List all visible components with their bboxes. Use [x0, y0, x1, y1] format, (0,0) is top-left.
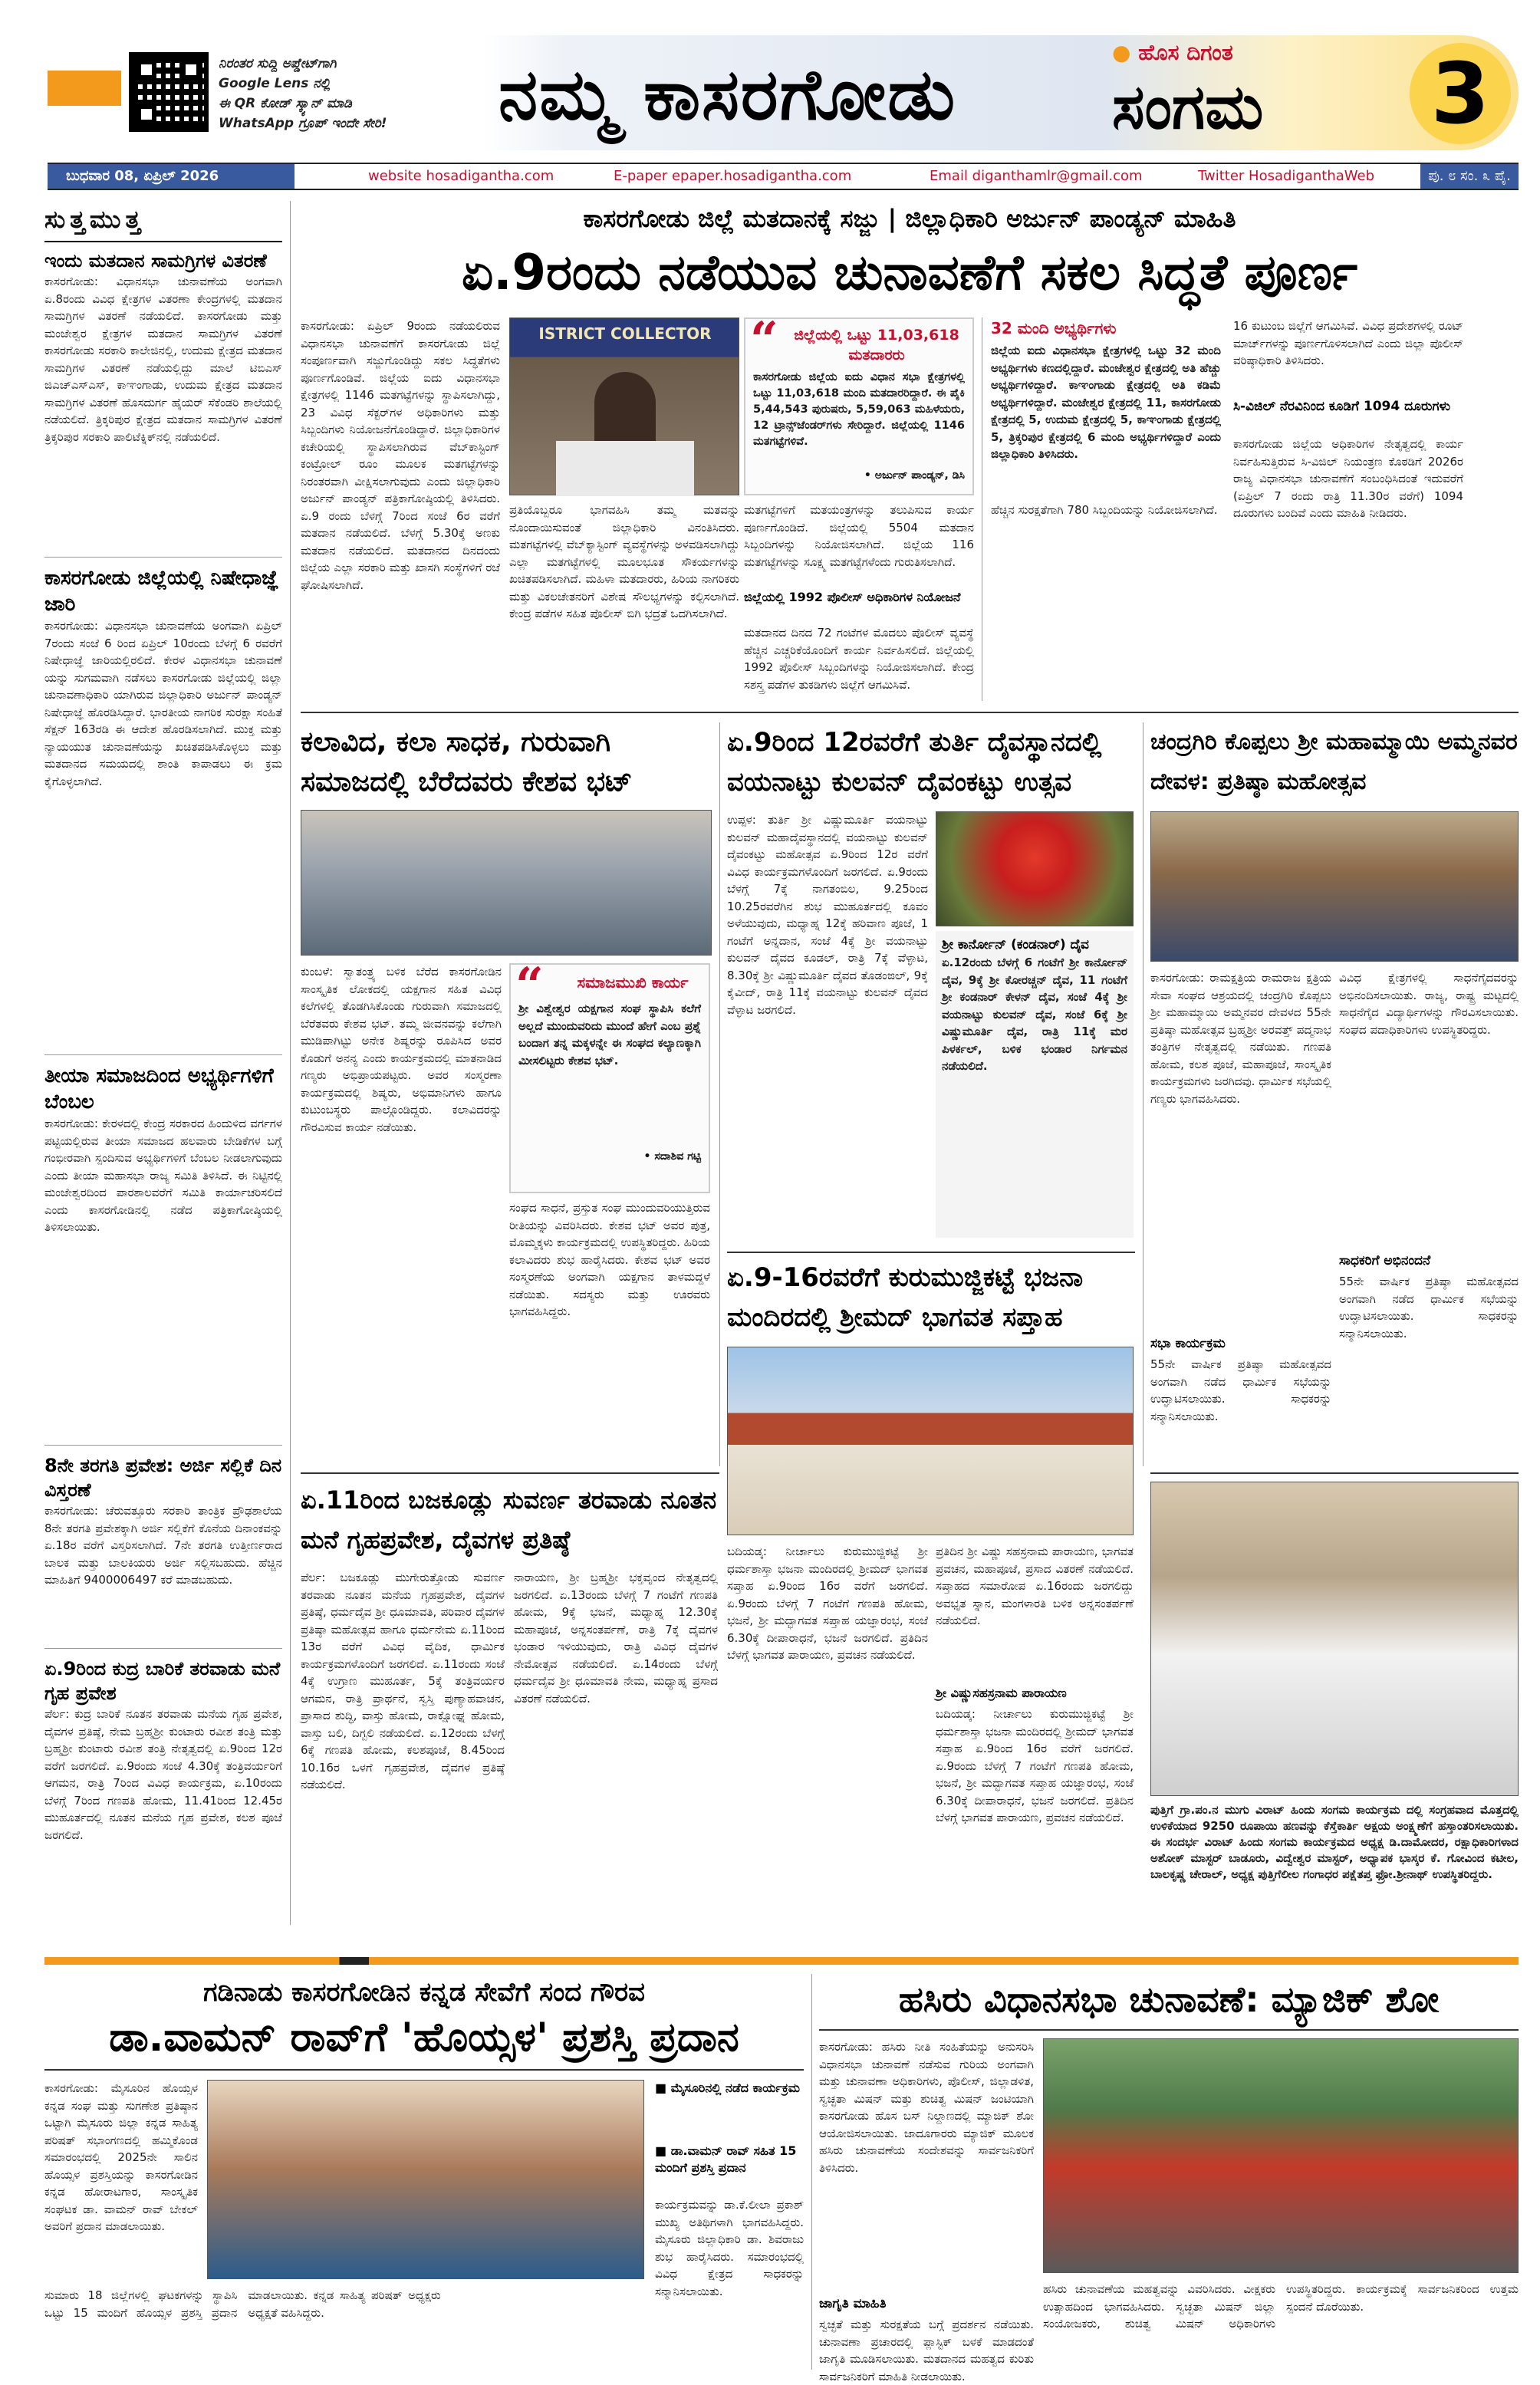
- sidebar: [44, 201, 282, 1925]
- qr-line-1: ನಿರಂತರ ಸುದ್ದಿ ಅಪ್ಡೇಟ್‌ಗಾಗಿ: [219, 56, 337, 71]
- brief-body: ಪೆರ್ಲ: ಕುದ್ರ ಬಾರಿಕೆ ನೂತನ ತರವಾಡು ಮನೆಯ ಗೃಹ ಪ್ರವೇಶ, ದೈವಗಳ ಪ್ರತಿಷ್ಠೆ, ನೇಮ ಬ್ರಹ್ಮಶ್ರೀ ಕುಂಟಾರು ರವೀಶ ತಂತ್ರಿ ಮತ್ತು ಬ್ರಹ್ಮಶ್ರೀ ಕುಂಟಾರು ರವೀಶ ತಂತ್ರಿ ನೇತೃತ್ವದಲ್ಲಿ ಏ.9ರಿಂದ 12ರ ವರೆಗೆ ಜರಗಲಿದೆ. ಏ.9ರಂದು ಸಂಜೆ 4.30ಕ್ಕೆ ತಂತ್ರಿವರ್ಯರಿಗೆ ಆಗಮನ, ರಾತ್ರಿ 7ರಿಂದ ವಿವಿಧ ಕಾರ್ಯಕ್ರಮ, ಏ.10ರಂದು ಬೆಳಗ್ಗೆ 7ರಿಂದ ಗಣಪತಿ ಹೋಮ, 11.41ರಿಂದ 12.45ರ ಮುಹೂರ್ತದಲ್ಲಿ ನೂತನ ಮನೆಯ ಗೃಹ ಪ್ರವೇಶ, ಕಲಶ ಪೂಜೆ ಜರಗಲಿದೆ.: [44, 1707, 282, 1842]
- divider-bajakudlu: [301, 1472, 719, 1474]
- magic-body-2: ಸ್ವಚ್ಛತೆ ಮತ್ತು ಸುರಕ್ಷತೆಯ ಬಗ್ಗೆ ಪ್ರದರ್ಶನ ನಡೆಯಿತು. ಚುನಾವಣಾ ಪ್ರಚಾರದಲ್ಲಿ ಪ್ಲಾಸ್ಟಿಕ್ ಬಳಕೆ ಮಾಡದಂತೆ ಜಾಗೃತಿ ಮೂಡಿಸಲಾಯಿತು. ಮತದಾನದ ಮಹತ್ವದ ಕುರಿತು ಸಾರ್ವಜನಿಕರಿಗೆ ಮಾಹಿತಿ ನೀಡಲಾಯಿತು.: [819, 2318, 1034, 2383]
- collector-photo: ISTRICT COLLECTOR: [509, 317, 739, 495]
- theyyam-caption: [936, 931, 1134, 1238]
- page-number: 3: [1430, 44, 1490, 143]
- vamana-headline: ಡಾ.ವಾಮನ್ ರಾವ್‌ಗೆ 'ಹೊಯ್ಸಳ' ಪ್ರಶಸ್ತಿ ಪ್ರದಾನ: [44, 2011, 804, 2071]
- vamana-body: ಕಾಸರಗೋಡು: ಮೈಸೂರಿನ ಹೊಯ್ಸಳ ಕನ್ನಡ ಸಂಘ ಮತ್ತು ಸುಗಣೇಶ ಪ್ರತಿಷ್ಠಾನ ಒಟ್ಟಾಗಿ ಮೈಸೂರು ಜಿಲ್ಲಾ ಕನ್ನಡ ಸಾಹಿತ್ಯ ಪರಿಷತ್ ಸಭಾಂಗಣದಲ್ಲಿ ಹಮ್ಮಿಕೊಂಡ ಸಮಾರಂಭದಲ್ಲಿ 2025ನೇ ಸಾಲಿನ ಹೊಯ್ಸಳ ಪ್ರಶಸ್ತಿಯನ್ನು ಕಾಸರಗೋಡಿನ ಕನ್ನಡ ಹೋರಾಟಗಾರ, ಸಾಂಸ್ಕೃತಿಕ ಸಂಘಟಕ ಡಾ. ವಾಮನ್ ರಾವ್ ಬೇಕಲ್ ಅವರಿಗೆ ಪ್ರದಾನ ಮಾಡಲಾಯಿತು.: [44, 2081, 198, 2233]
- chandragiri-body-4: 55ನೇ ವಾರ್ಷಿಕ ಪ್ರತಿಷ್ಠಾ ಮಹೋತ್ಸವದ ಅಂಗವಾಗಿ ನಡೆದ ಧಾರ್ಮಿಕ ಸಭೆಯನ್ನು ಉದ್ಘಾಟಿಸಲಾಯಿತು. ಸಾಧಕರನ್ನು ಸನ್ಮಾನಿಸಲಾಯಿತು.: [1339, 1275, 1519, 1341]
- brief-title: ಕಾಸರಗೋಡು ಜಿಲ್ಲೆಯಲ್ಲಿ ನಿಷೇಧಾಜ್ಞೆ ಜಾರಿ: [44, 567, 279, 616]
- brand-small: [1112, 40, 1233, 66]
- voters-box-body: ಕಾಸರಗೋಡು ಜಿಲ್ಲೆಯ ಐದು ವಿಧಾನ ಸಭಾ ಕ್ಷೇತ್ರಗಳಲ್ಲಿ ಒಟ್ಟು 11,03,618 ಮಂದಿ ಮತದಾರರಿದ್ದಾರೆ. ಈ ಪೈಕಿ 5,44,543 ಪುರುಷರು, 5,59,063 ಮಹಿಳೆಯರು, 12 ಟ್ರಾನ್ಸ್‌ಜೆಂಡರ್‌ಗಳು ಸೇರಿದ್ದಾರೆ. ಜಿಲ್ಲೆಯಲ್ಲಿ 1146 ಮತಗಟ್ಟೆಗಳಿವೆ.: [753, 371, 965, 448]
- page-ref-text: ಪು. ೮ ಸಂ. ೩ ಪೈ.: [1428, 168, 1511, 184]
- bhajana-mandira-photo: [727, 1347, 1134, 1535]
- award-photo: [207, 2080, 644, 2279]
- vamana-side-item-1: [655, 2080, 804, 2097]
- kurumujikatte-body: ಬದಿಯಡ್ಕ: ನೀರ್ಚಾಲು ಕುರುಮುಜ್ಜಿಕಟ್ಟೆ ಶ್ರೀ ಧರ್ಮಶಾಸ್ತಾ ಭಜನಾ ಮಂದಿರದಲ್ಲಿ ಶ್ರೀಮದ್ ಭಾಗವತ ಸಪ್ತಾಹ ಏ.9ರಿಂದ 16ರ ವರೆಗೆ ಜರಗಲಿದೆ. ಏ.9ರಂದು ಬೆಳಗ್ಗೆ 7 ಗಂಟೆಗೆ ಗಣಪತಿ ಹೋಮ, ಭಜನೆ, ಶ್ರೀ ಮದ್ಭಾಗವತ ಸಪ್ತಾಹ ಯಜ್ಞಾರಂಭ, ಸಂಜೆ 6.30ಕ್ಕೆ ದೀಪಾರಾಧನೆ, ಭಜನೆ ಜರಗಲಿದೆ. ಪ್ರತಿದಿನ ಬೆಳಗ್ಗೆ ಭಾಗವತ ಪಾರಾಯಣ, ಪ್ರವಚನ ನಡೆಯಲಿದೆ.: [727, 1544, 928, 1662]
- keshava-headline: ಕಲಾವಿದ, ಕಲಾ ಸಾಧಕ, ಗುರುವಾಗಿ ಸಮಾಜದಲ್ಲಿ ಬೆರೆದವರು ಕೇಶವ ಭಟ್: [301, 726, 633, 798]
- magic-show-photo: [1043, 2038, 1519, 2273]
- sidebar-logo: ಸುತ್ತಮುತ್ತ: [44, 201, 282, 242]
- voters-box-title: ಜಿಲ್ಲೆಯಲ್ಲಿ ಒಟ್ಟು 11,03,618 ಮತದಾರರು: [794, 327, 959, 364]
- chandragiri-photo: [1150, 811, 1519, 962]
- turthi-story: [727, 722, 1135, 1244]
- brief-2: [44, 565, 282, 1047]
- chandragiri-body: ಕಾಸರಗೋಡು: ರಾಮಕ್ಷತ್ರಿಯ ರಾಮರಾಜ ಕ್ಷತ್ರಿಯ ಸೇವಾ ಸಂಘದ ಆಶ್ರಯದಲ್ಲಿ ಚಂದ್ರಗಿರಿ ಕೊಪ್ಪಲು ಶ್ರೀ ಮಹಾಮ್ಮಾಯಿ ಅಮ್ಮನವರ ದೇವಳದ 55ನೇ ಪ್ರತಿಷ್ಠಾ ಮಹೋತ್ಸವ ಬ್ರಹ್ಮಶ್ರೀ ಅರವತ್ತ್ ಪದ್ಮನಾಭ ತಂತ್ರಿಗಳ ನೇತೃತ್ವದಲ್ಲಿ ನಡೆಯಿತು. ಗಣಪತಿ ಹೋಮ, ಕಲಶ ಪೂಜೆ, ಮಹಾಪೂಜೆ, ಸಾಂಸ್ಕೃತಿಕ ಕಾರ್ಯಕ್ರಮಗಳು ಜರಗಿದವು. ಧಾರ್ಮಿಕ ಸಭೆಯಲ್ಲಿ ಗಣ್ಯರು ಭಾಗವಹಿಸಿದರು.: [1150, 971, 1331, 1106]
- magic-body: ಕಾಸರಗೋಡು: ಹಸಿರು ನೀತಿ ಸಂಹಿತೆಯನ್ನು ಅನುಸರಿಸಿ ವಿಧಾನಸಭಾ ಚುನಾವಣೆ ನಡೆಸುವ ಗುರಿಯ ಅಂಗವಾಗಿ ಮತ್ತು ಚುನಾವಣಾ ಅಧಿಕಾರಿಗಳು, ಪೊಲೀಸ್, ಜಿಲ್ಲಾಡಳಿತ, ಸ್ವಚ್ಛತಾ ಮಿಷನ್ ಮತ್ತು ಶುಚಿತ್ವ ಮಿಷನ್ ಜಂಟಿಯಾಗಿ ಕಾಸರಗೋಡು ಹೊಸ ಬಸ್ ನಿಲ್ದಾಣದಲ್ಲಿ ಮ್ಯಾಜಿಕ್ ಶೋ ಆಯೋಜಿಸಲಾಯಿತು. ಜಾದೂಗಾರರು ಮ್ಯಾಜಿಕ್ ಮೂಲಕ ಹಸಿರು ಚುನಾವಣೆಯ ಸಂದೇಶವನ್ನು ಸಾರ್ವಜನಿಕರಿಗೆ ತಿಳಿಸಿದರು.: [819, 2040, 1034, 2175]
- brief-body: ಕಾಸರಗೋಡು: ಚೆರುವತ್ತೂರು ಸರಕಾರಿ ತಾಂತ್ರಿಕ ಪ್ರೌಢಶಾಲೆಯ 8ನೇ ತರಗತಿ ಪ್ರವೇಶಕ್ಕಾಗಿ ಅರ್ಜಿ ಸಲ್ಲಿಕೆಗೆ ಕೊನೆಯ ದಿನಾಂಕವನ್ನು ಏ.18ರ ವರೆಗೆ ವಿಸ್ತರಿಸಲಾಗಿದೆ. 7ನೇ ತರಗತಿ ಉತ್ತೀರ್ಣರಾದ ಬಾಲಕ ಮತ್ತು ಬಾಲಕಿಯರು ಅರ್ಜಿ ಸಲ್ಲಿಸಬಹುದು. ಹೆಚ್ಚಿನ ಮಾಹಿತಿಗೆ 9400006497 ಕರೆ ಮಾಡಬಹುದು.: [44, 1504, 282, 1587]
- brief-body: ಕಾಸರಗೋಡು: ವಿಧಾನಸಭಾ ಚುನಾವಣೆಯ ಅಂಗವಾಗಿ ಏ.8ರಂದು ವಿವಿಧ ಕ್ಷೇತ್ರಗಳ ವಿತರಣಾ ಕೇಂದ್ರಗಳಲ್ಲಿ ಮತದಾನ ಸಾಮಗ್ರಿಗಳ ವಿತರಣೆ ನಡೆಯಲಿದೆ. ಕಾಸರಗೋಡು ಮತ್ತು ಮಂಜೇಶ್ವರ ಕ್ಷೇತ್ರಗಳ ಮತದಾನ ಸಾಮಗ್ರಿಗಳ ವಿತರಣೆ ಕಾಸರಗೋಡು ಸರಕಾರಿ ಕಾಲೇಜಿನಲ್ಲಿ, ಉದುಮ ಕ್ಷೇತ್ರದ ಮತದಾನ ಸಾಮಗ್ರಿಗಳ ವಿತರಣೆ ನಡೆಯಲ್ಲಿದ್ದು ಮಾಲೆ ಟಿಬಿಎಸ್ ಜಿಎಚ್‌ಎಸ್‌ಎಸ್, ಕಾಞಂಗಾಡು, ಉದುಮ ಕ್ಷೇತ್ರದ ಮತದಾನ ಸಾಮಗ್ರಿಗಳ ವಿತರಣೆ ಹೊಸದುರ್ಗ ಹೈಯರ್ ಸೆಕೆಂಡರಿ ಶಾಲೆಯಲ್ಲಿ ನಡೆಯಲಿದೆ. ತ್ರಿಕ್ಕರಿಪುರ ಕ್ಷೇತ್ರದ ಮತದಾನ ಸಾಮಗ್ರಿಗಳ ವಿತರಣೆ ತ್ರಿಕ್ಕರಿಪುರ ಸರಕಾರಿ ಪಾಲಿಟೆಕ್ನಿಕ್‌ನಲ್ಲಿ ನಡೆಯಲಿದೆ.: [44, 275, 282, 444]
- page-ref: [1420, 164, 1519, 189]
- quote-mark-icon: “: [750, 311, 778, 369]
- magic-subhead: ಜಾಗೃತಿ ಮಾಹಿತಿ: [819, 2296, 887, 2311]
- qr-instructions: [219, 54, 487, 133]
- lead-col-2: ಪ್ರತಿಯೊಬ್ಬರೂ ಭಾಗವಹಿಸಿ ತಮ್ಮ ಮತವನ್ನು ನೊಂದಾಯಿಸುವಂತೆ ಜಿಲ್ಲಾಧಿಕಾರಿ ವಿನಂತಿಸಿದರು. ಮತಗಟ್ಟೆಗಳಲ್ಲಿ ವೆಬ್‌ಕ್ಯಾಸ್ಟಿಂಗ್ ವ್ಯವಸ್ಥೆಗಳನ್ನು ಅಳವಡಿಸಲಾಗಿದ್ದು ಎಲ್ಲಾ ಮತಗಟ್ಟೆಗಳಲ್ಲಿ ಮೂಲಭೂತ ಸೌಕರ್ಯಗಳನ್ನು ಖಚಿತಪಡಿಸಲಾಗಿದೆ. ಮಹಿಳಾ ಮತದಾರರು, ಹಿರಿಯ ನಾಗರಿಕರು ಮತ್ತು ವಿಕಲಚೇತನರಿಗೆ ವಿಶೇಷ ಸೌಲಭ್ಯಗಳನ್ನು ಕಲ್ಪಿಸಲಾಗಿದೆ. ಕೇಂದ್ರ ಪಡೆಗಳ ಸಹಿತ ಪೊಲೀಸ್ ಬಿಗಿ ಭದ್ರತೆ ಒದಗಿಸಲಾಗಿದೆ.: [509, 503, 739, 620]
- lead-col-3b: ಮತದಾನದ ದಿನದ 72 ಗಂಟೆಗಳ ಮೊದಲು ಪೊಲೀಸ್ ವ್ಯವಸ್ಥೆ ಹೆಚ್ಚಿನ ಎಚ್ಚರಿಕೆಯೊಂದಿಗೆ ಕಾರ್ಯ ನಿರ್ವಹಿಸಲಿದೆ. ಜಿಲ್ಲೆಯಲ್ಲಿ 1992 ಪೊಲೀಸ್ ಸಿಬ್ಬಂದಿಗಳನ್ನು ನಿಯೋಜಿಸಲಾಗಿದೆ. ಕೇಂದ್ರ ಸಶಸ್ತ್ರ ಪಡೆಗಳ ತುಕಡಿಗಳು ಜಿಲ್ಲೆಗೆ ಆಗಮಿಸಿವೆ.: [744, 626, 974, 692]
- bullet-icon: ■: [655, 2143, 671, 2158]
- vamana-sidebar-2: [655, 2143, 804, 2189]
- voters-box: [744, 311, 974, 495]
- date-box: [48, 164, 295, 189]
- orange-tab: [48, 71, 121, 106]
- bajakudlu-body-2: ನಾರಾಯಣ, ಶ್ರೀ ಬ್ರಹ್ಮಶ್ರೀ ಭಕ್ತವೃಂದ ನೇತೃತ್ವದಲ್ಲಿ ಜರಗಲಿದೆ. ಏ.13ರಂದು ಬೆಳಗ್ಗೆ 7 ಗಂಟೆಗೆ ಗಣಪತಿ ಹೋಮ, 9ಕ್ಕೆ ಭಜನೆ, ಮಧ್ಯಾಹ್ನ 12.30ಕ್ಕೆ ಮಹಾಪೂಜೆ, ಅನ್ನಸಂತರ್ಪಣೆ, ರಾತ್ರಿ 7ಕ್ಕೆ ದೈವಗಳ ಭಂಡಾರ ಇಳಿಯುವುದು, ರಾತ್ರಿ ವಿವಿಧ ದೈವಗಳ ನೇಮೋತ್ಸವ ನಡೆಯಲಿದೆ. ಏ.14ರಂದು ಬೆಳಗ್ಗೆ ಧರ್ಮದೈವ ಶ್ರೀ ಧೂಮಾವತಿ ನೇಮ, ಮಧ್ಯಾಹ್ನ ಪ್ರಸಾದ ವಿತರಣೆ ನಡೆಯಲಿದೆ.: [514, 1571, 718, 1706]
- brief-body: ಕಾಸರಗೋಡು: ವಿಧಾನಸಭಾ ಚುನಾವಣೆಯ ಅಂಗವಾಗಿ ಏಪ್ರಿಲ್ 7ರಂದು ಸಂಜೆ 6 ರಿಂದ ಏಪ್ರಿಲ್ 10ರಂದು ಬೆಳಗ್ಗೆ 6 ರವರೆಗೆ ನಿಷೇಧಾಜ್ಞೆ ಜಾರಿಯಲ್ಲಿರಲಿದೆ. ಕೇರಳ ವಿಧಾನಸಭಾ ಚುನಾವಣೆ ಯನ್ನು ಸುಗಮವಾಗಿ ನಡೆಸಲು ಕಾಸರಗೋಡು ಜಿಲ್ಲೆಯಲ್ಲಿ ಜಿಲ್ಲಾ ಚುನಾವಣಾಧಿಕಾರಿ ಯಾಗಿರುವ ಜಿಲ್ಲಾಧಿಕಾರಿ ಅರ್ಜುನ್ ಪಾಂಡ್ಯನ್ ನಿಷೇಧಾಜ್ಞೆ ಹೊರಡಿಸಿದ್ದಾರೆ. ಭಾರತೀಯ ನಾಗರಿಕ ಸುರಕ್ಷಾ ಸಂಹಿತೆ ಸೆಕ್ಷನ್ 163ರಡಿ ಈ ಆದೇಶ ಹೊರಡಿಸಲಾಗಿದೆ. ಮುಕ್ತ ಮತ್ತು ನ್ಯಾಯಯುತ ಚುನಾವಣೆಯನ್ನು ಖಚಿತಪಡಿಸಿಕೊಳ್ಳಲು ಮತ್ತು ಮತದಾನದ ಸಮಯದಲ್ಲಿ ಶಾಂತಿ ಕಾಪಾಡಲು ಈ ಕ್ರಮ ಕೈಗೊಳ್ಳಲಾಗಿದೆ.: [44, 619, 282, 788]
- keshava-quote-title: ಸಮಾಜಮುಖಿ ಕಾರ್ಯ: [577, 973, 689, 992]
- website-link[interactable]: website hosadigantha.com: [368, 168, 554, 184]
- divider-keshava: [719, 722, 720, 1466]
- keshava-body: ಕುಂಬಳೆ: ಸ್ವಾತಂತ್ರ್ಯ ಬಳಿಕ ಬೆರೆದ ಕಾಸರಗೋಡಿನ ಸಾಂಸ್ಕೃತಿಕ ಲೋಕದಲ್ಲಿ ಯಕ್ಷಗಾನ ಸಹಿತ ವಿವಿಧ ಕಲೆಗಳಲ್ಲಿ ತೊಡಗಿಸಿಕೊಂಡು ಗುರುವಾಗಿ ಸಮಾಜದಲ್ಲಿ ಬೆರೆತವರು ಕೇಶವ ಭಟ್. ತಮ್ಮ ಜೀವನವನ್ನು ಕಲೆಗಾಗಿ ಮುಡಿಪಾಗಿಟ್ಟು ಅನೇಕ ಶಿಷ್ಯರನ್ನು ರೂಪಿಸಿದ ಅವರ ಕೊಡುಗೆ ಅನನ್ಯ ಎಂದು ಕಾರ್ಯಕ್ರಮದಲ್ಲಿ ಮಾತನಾಡಿದ ಗಣ್ಯರು ಅಭಿಪ್ರಾಯಪಟ್ಟರು. ಅವರ ಸಂಸ್ಮರಣಾ ಕಾರ್ಯಕ್ರಮದಲ್ಲಿ ಶಿಷ್ಯರು, ಅಭಿಮಾನಿಗಳು ಹಾಗೂ ಕುಟುಂಬಸ್ಥರು ಪಾಲ್ಗೊಂಡಿದ್ದರು. ಕಲಾವಿದರನ್ನು ಗೌರವಿಸುವ ಕಾರ್ಯ ನಡೆಯಿತು.: [301, 965, 502, 1134]
- chandragiri-body-3: ವಿವಿಧ ಕ್ಷೇತ್ರಗಳಲ್ಲಿ ಸಾಧನೆಗೈದವರನ್ನು ಅಭಿನಂದಿಸಲಾಯಿತು. ರಾಜ್ಯ, ರಾಷ್ಟ್ರ ಮಟ್ಟದಲ್ಲಿ ಸಾಧನೆಗೈದ ವಿದ್ಯಾರ್ಥಿಗಳನ್ನು ಗೌರವಿಸಲಾಯಿತು. ಸಂಘದ ಪದಾಧಿಕಾರಿಗಳು ಉಪಸ್ಥಿತರಿದ್ದರು.: [1339, 971, 1519, 1037]
- bajakudlu-story: [301, 1480, 719, 1952]
- lead-kicker: ಕಾಸರಗೋಡು ಜಿಲ್ಲೆ ಮತದಾನಕ್ಕೆ ಸಜ್ಜು | ಜಿಲ್ಲಾಧಿಕಾರಿ ಅರ್ಜುನ್ ಪಾಂಡ್ಯನ್ ಮಾಹಿತಿ: [583, 204, 1236, 233]
- brand-small-text: ಹೊಸ ದಿಗಂತ: [1138, 40, 1233, 65]
- chandragiri-headline: ಚಂದ್ರಗಿರಿ ಕೊಪ್ಪಲು ಶ್ರೀ ಮಹಾಮ್ಮಾಯಿ ಅಮ್ಮನವರ ದೇವಳ: ಪ್ರತಿಷ್ಠಾ ಮಹೋತ್ಸವ: [1150, 729, 1518, 795]
- magic-body-3: ಹಸಿರು ಚುನಾವಣೆಯ ಮಹತ್ವವನ್ನು ವಿವರಿಸಿದರು. ವೀಕ್ಷಕರು ಉತ್ಸಾಹದಿಂದ ಭಾಗವಹಿಸಿದರು. ಸ್ವಚ್ಛತಾ ಮಿಷನ್ ಜಿಲ್ಲಾ ಸಂಯೋಜಕರು, ಶುಚಿತ್ವ ಮಿಷನ್ ಅಧಿಕಾರಿಗಳು ಉಪಸ್ಥಿತರಿದ್ದರು. ಕಾರ್ಯಕ್ರಮಕ್ಕೆ ಸಾರ್ವಜನಿಕರಿಂದ ಉತ್ತಮ ಸ್ಪಂದನೆ ದೊರೆಯಿತು.: [1043, 2282, 1519, 2331]
- brief-4: [44, 1453, 282, 1640]
- vamana-body-2: ಕಾರ್ಯಕ್ರಮವನ್ನು ಡಾ.ಕೆ.ಲೀಲಾ ಪ್ರಕಾಶ್ ಮುಖ್ಯ ಅತಿಥಿಗಳಾಗಿ ಭಾಗವಹಿಸಿದ್ದರು. ಮೈಸೂರು ಜಿಲ್ಲಾಧಿಕಾರಿ ಡಾ. ಶಿವರಾಜು ಶುಭ ಹಾರೈಸಿದರು. ಸಮಾರಂಭದಲ್ಲಿ ವಿವಿಧ ಕ್ಷೇತ್ರದ ಸಾಧಕರನ್ನು ಸನ್ಮಾನಿಸಲಾಯಿತು.: [655, 2198, 804, 2298]
- magic-story: [819, 1974, 1519, 2383]
- divider-putthige: [1150, 1472, 1519, 1474]
- qr-line-2: Google Lens ನಲ್ಲಿ: [219, 76, 331, 91]
- qr-code-icon[interactable]: [129, 52, 209, 132]
- brief-title: 8ನೇ ತರಗತಿ ಪ್ರವೇಶ: ಅರ್ಜಿ ಸಲ್ಲಿಕೆ ದಿನ ವಿಸ್ತರಣೆ: [44, 1455, 282, 1501]
- keshava-quote-body: ಶ್ರೀ ವಿಶ್ವೇಶ್ವರ ಯಕ್ಷಗಾನ ಸಂಘ ಸ್ಥಾಪಿಸಿ ಕಲೆಗೆ ಅಲ್ಲದೆ ಮುಂದುವರಿದು ಮುಂದೆ ಹೇಗೆ ಎಂಬ ಪ್ರಶ್ನೆ ಬಂದಾಗ ತನ್ನ ಮಕ್ಕಳನ್ನೇ ಈ ಸಂಘದ ಕಲ್ಯಾಣಕ್ಕಾಗಿ ಮೀಸಲಿಟ್ಟರು ಕೇಶವ ಭಟ್.: [518, 1002, 701, 1067]
- qr-line-4: WhatsApp ಗ್ರೂಪ್ ಇಂದೇ ಸೇರಿ!: [219, 116, 387, 131]
- brief-1: [44, 248, 282, 549]
- lead-col-5b: ಕಾಸರಗೋಡು ಜಿಲ್ಲೆಯ ಅಧಿಕಾರಿಗಳ ನೇತೃತ್ವದಲ್ಲಿ ಕಾರ್ಯ ನಿರ್ವಹಿಸುತ್ತಿರುವ ಸಿ-ವಿಜಿಲ್ ನಿಯಂತ್ರಣ ಕೊಠಡಿಗೆ 2026ರ ರಾಜ್ಯ ವಿಧಾನಸಭಾ ಚುನಾವಣೆಗೆ ಸಂಬಂಧಿಸಿದಂತೆ ಇದುವರೆಗೆ (ಏಪ್ರಿಲ್ 7 ರಂದು ರಾತ್ರಿ 11.30ರ ವರೆಗೆ) 1094 ದೂರುಗಳು ಬಂದಿವೆ ಎಂದು ಮಾಹಿತಿ ನೀಡಿದರು.: [1233, 437, 1463, 520]
- vamana-sidebar: [655, 2080, 804, 2141]
- bullet-icon: ■: [655, 2081, 671, 2095]
- masthead: [0, 0, 1540, 161]
- putthige-caption: ಪುತ್ತಿಗೆ ಗ್ರಾ.ಪಂ.ನ ಮುಗು ವಿರಾಟ್ ಹಿಂದು ಸಂಗಮ ಕಾರ್ಯಕ್ರಮ ದಲ್ಲಿ ಸಂಗ್ರಹವಾದ ಮೊತ್ತದಲ್ಲಿ ಉಳಿಕೆಯಾದ 9250 ರೂಪಾಯಿ ಹಣವನ್ನು ಕೆಸ್ತೆಕಾರ್ತಿ ಅಕ್ಷಯ ಅಂಕ್ಷ್ಮಣೆಗೆ ಹಸ್ತಾಂತರಿಸಲಾಯಿತು. ಈ ಸಂದರ್ಭ ವಿರಾಟ್ ಹಿಂದು ಸಂಗಮ ಕಾರ್ಯಕ್ರಮದ ಅಧ್ಯಕ್ಷ ಡಿ.ದಾಮೋದರ, ರಕ್ಷಾಧಿಕಾರಿಗಳಾದ ಅಶೋಕ್ ಮಾಸ್ಟರ್ ಬಾಡೂರು, ವಿದ್ವೇಶ್ವರ ಮಾಸ್ಟರ್, ಅಧ್ಯಾಪಕ ಭಾಸ್ಕರ ಕೆ. ಗೋವಿಂದ ಕಟೀಲ, ಬಾಲಕೃಷ್ಣ ಚೇರಾಲ್, ಅಧ್ಯಕ್ಷ ಪುತ್ತಿಗೆಲೀಲ ಗಂಗಾಧರ ಪಕ್ಷೆತಪ್ತ ಫ್ರೋ.ಶ್ರೀನಾಥ್ ಉಪಸ್ಥಿತರಿದ್ದರು.: [1150, 1803, 1519, 1881]
- candidates-title: 32 ಮಂದಿ ಅಭ್ಯರ್ಥಿಗಳು: [991, 319, 1117, 337]
- keshava-quote-author-text: ಸದಾಶಿವ ಗಟ್ಟಿ: [654, 1150, 701, 1163]
- vamana-kicker: ಗಡಿನಾಡು ಕಾಸರಗೋಡಿನ ಕನ್ನಡ ಸೇವೆಗೆ ಸಂದ ಗೌರವ: [203, 1977, 645, 2008]
- vamana-story: [44, 1974, 804, 2370]
- theyyam-caption-body: ಏ.12ರಂದು ಬೆಳಗ್ಗೆ 6 ಗಂಟೆಗೆ ಶ್ರೀ ಕಾರ್ನೋನ್ ದೈವ, 9ಕ್ಕೆ ಶ್ರೀ ಕೋರಚ್ಚನ್ ದೈವ, 11 ಗಂಟೆಗೆ ಶ್ರೀ ಕಂಡನಾರ್ ಕೇಳನ್ ದೈವ, ಸಂಜೆ 4ಕ್ಕೆ ಶ್ರೀ ವಯನಾಟ್ಟು ಕುಲವನ್ ದೈವ, ಸಂಜೆ 6ಕ್ಕೆ ಶ್ರೀ ವಿಷ್ಣುಮೂರ್ತಿ ದೈವ, ರಾತ್ರಿ 11ಕ್ಕೆ ಮರ ಪಿಳರ್ಕಲ್, ಬಳಿಕ ಭಂಡಾರ ನಿರ್ಗಮನ ನಡೆಯಲಿದೆ.: [942, 956, 1127, 1073]
- chandragiri-subhead-2: ಸಾಧಕರಿಗೆ ಅಭಿನಂದನೆ: [1339, 1253, 1431, 1268]
- chandragiri-subhead: ಸಭಾ ಕಾರ್ಯಕ್ರಮ: [1150, 1336, 1226, 1351]
- divider-turthi: [727, 1252, 1135, 1253]
- quote-mark-icon: “: [515, 957, 544, 1015]
- lead-col-3-subhead: ಜಿಲ್ಲೆಯಲ್ಲಿ 1992 ಪೊಲೀಸ್ ಅಧಿಕಾರಿಗಳ ನಿಯೋಜನೆ: [744, 590, 961, 604]
- email-link[interactable]: Email diganthamlr@gmail.com: [930, 168, 1143, 184]
- kurumujikatte-body-2: ಪ್ರತಿದಿನ ಶ್ರೀ ವಿಷ್ಣು ಸಹಸ್ರನಾಮ ಪಾರಾಯಣ, ಭಾಗವತ ಪ್ರವಚನ, ಮಹಾಪೂಜೆ, ಪ್ರಸಾದ ವಿತರಣೆ ನಡೆಯಲಿದೆ. ಸಪ್ತಾಹದ ಸಮಾರೋಪ ಏ.16ರಂದು ಜರಗಲಿದ್ದು ಅವಭೃತ ಸ್ನಾನ, ಮಂಗಳಾರತಿ ಬಳಿಕ ಅನ್ನಸಂತರ್ಪಣೆ ನಡೆಯಲಿದೆ.: [936, 1544, 1134, 1627]
- twitter-link[interactable]: Twitter HosadiganthaWeb: [1198, 168, 1375, 184]
- keshava-body-2: ಸಂಘದ ಸಾಧನೆ, ಪ್ರಸ್ತುತ ಸಂಘ ಮುಂದುವರಿಯುತ್ತಿರುವ ರೀತಿಯನ್ನು ವಿವರಿಸಿದರು. ಕೇಶವ ಭಟ್ ಅವರ ಪುತ್ರ, ಮೊಮ್ಮಕ್ಕಳು ಕಾರ್ಯಕ್ರಮದಲ್ಲಿ ಉಪಸ್ಥಿತರಿದ್ದರು. ಹಿರಿಯ ಕಲಾವಿದರು ಶುಭ ಹಾರೈಸಿದರು. ಕೇಶವ ಭಟ್ ಅವರ ಸಂಸ್ಮರಣೆಯ ಅಂಗವಾಗಿ ಯಕ್ಷಗಾನ ತಾಳಮದ್ದಳೆ ನಡೆಯಿತು. ಸದಸ್ಯರು ಮತ್ತು ಊರವರು ಭಾಗವಹಿಸಿದ್ದರು.: [509, 1201, 710, 1318]
- lead-col-3: ಮತಗಟ್ಟೆಗಳಿಗೆ ಮತಯಂತ್ರಗಳನ್ನು ತಲುಪಿಸುವ ಕಾರ್ಯ ಪೂರ್ಣಗೊಂಡಿದೆ. ಜಿಲ್ಲೆಯಲ್ಲಿ 5504 ಮತದಾನ ಸಿಬ್ಬಂದಿಗಳನ್ನು ನಿಯೋಜಿಸಲಾಗಿದೆ. ಜಿಲ್ಲೆಯ 116 ಮತಗಟ್ಟೆಗಳನ್ನು ಸೂಕ್ಷ್ಮ ಮತಗಟ್ಟೆಗಳೆಂದು ಗುರುತಿಸಲಾಗಿದೆ.: [744, 503, 974, 569]
- keshava-quote-author: • ಸದಾಶಿವ ಗಟ್ಟಿ: [643, 1150, 701, 1163]
- brief-title: ತೀಯಾ ಸಮಾಜದಿಂದ ಅಭ್ಯರ್ಥಿಗಳಿಗೆ ಬೆಂಬಲ: [44, 1064, 274, 1114]
- kurumujikatte-body-3: ಬದಿಯಡ್ಕ: ನೀರ್ಚಾಲು ಕುರುಮುಜ್ಜಿಕಟ್ಟೆ ಶ್ರೀ ಧರ್ಮಶಾಸ್ತಾ ಭಜನಾ ಮಂದಿರದಲ್ಲಿ ಶ್ರೀಮದ್ ಭಾಗವತ ಸಪ್ತಾಹ ಏ.9ರಿಂದ 16ರ ವರೆಗೆ ಜರಗಲಿದೆ. ಏ.9ರಂದು ಬೆಳಗ್ಗೆ 7 ಗಂಟೆಗೆ ಗಣಪತಿ ಹೋಮ, ಭಜನೆ, ಶ್ರೀ ಮದ್ಭಾಗವತ ಸಪ್ತಾಹ ಯಜ್ಞಾರಂಭ, ಸಂಜೆ 6.30ಕ್ಕೆ ದೀಪಾರಾಧನೆ, ಭಜನೆ ಜರಗಲಿದೆ. ಪ್ರತಿದಿನ ಬೆಳಗ್ಗೆ ಭಾಗವತ ಪಾರಾಯಣ, ಪ್ರವಚನ ನಡೆಯಲಿದೆ.: [936, 1707, 1134, 1824]
- divider-vamana: [811, 1974, 812, 2370]
- vamana-side-item-2-text: ಡಾ.ವಾಮನ್ ರಾವ್ ಸಹಿತ 15 ಮಂದಿಗೆ ಪ್ರಶಸ್ತಿ ಪ್ರದಾನ: [655, 2143, 797, 2175]
- issue-date: ಬುಧವಾರ 08, ಏಪ್ರಿಲ್ 2026: [66, 168, 219, 184]
- keshava-photo: [301, 810, 712, 956]
- keshava-story: [301, 722, 712, 1466]
- info-bar: [48, 163, 1519, 190]
- bottom-band: [44, 1957, 1519, 1965]
- epaper-link[interactable]: E-paper epaper.hosadigantha.com: [614, 168, 852, 184]
- brief-3: [44, 1063, 282, 1437]
- brief-title: ಏ.9ರಿಂದ ಕುದ್ರ ಬಾರಿಕೆ ತರವಾಡು ಮನೆ ಗೃಹ ಪ್ರವೇಶ: [44, 1658, 281, 1704]
- keshava-quote: [509, 957, 710, 1193]
- kurumujikatte-headline: ಏ.9-16ರವರೆಗೆ ಕುರುಮುಜ್ಜಿಕಟ್ಟೆ ಭಜನಾ ಮಂದಿರದಲ್ಲಿ ಶ್ರೀಮದ್ ಭಾಗವತ ಸಪ್ತಾಹ: [727, 1262, 1084, 1333]
- chandragiri-story: [1150, 722, 1519, 1466]
- vamana-body-3: ಸುಮಾರು 18 ಜಿಲ್ಲೆಗಳಲ್ಲಿ ಘಟಕಗಳನ್ನು ಸ್ಥಾಪಿಸಿ ಒಟ್ಟು 15 ಮಂದಿಗೆ ಹೊಯ್ಸಳ ಪ್ರಶಸ್ತಿ ಪ್ರದಾನ ಮಾಡಲಾಯಿತು. ಕನ್ನಡ ಸಾಹಿತ್ಯ ಪರಿಷತ್ ಅಧ್ಯಕ್ಷರು ಅಧ್ಯಕ್ಷತೆ ವಹಿಸಿದ್ದರು.: [44, 2288, 441, 2320]
- putthige-photo: [1150, 1482, 1519, 1796]
- collector-caption: • ಅರ್ಜುನ್ ಪಾಂಡ್ಯನ್, ಡಿಸಿ: [864, 469, 965, 482]
- lead-headline: ಏ.9ರಂದು ನಡೆಯುವ ಚುನಾವಣೆಗೆ ಸಕಲ ಸಿದ್ಧತೆ ಪೂರ್ಣ: [461, 245, 1358, 301]
- chandragiri-body-2: 55ನೇ ವಾರ್ಷಿಕ ಪ್ರತಿಷ್ಠಾ ಮಹೋತ್ಸವದ ಅಂಗವಾಗಿ ನಡೆದ ಧಾರ್ಮಿಕ ಸಭೆಯನ್ನು ಉದ್ಘಾಟಿಸಲಾಯಿತು. ಸಾಧಕರನ್ನು ಸನ್ಮಾನಿಸಲಾಯಿತು.: [1150, 1357, 1331, 1423]
- candidates-body: ಜಿಲ್ಲೆಯ ಐದು ವಿಧಾನಸಭಾ ಕ್ಷೇತ್ರಗಳಲ್ಲಿ ಒಟ್ಟು 32 ಮಂದಿ ಅಭ್ಯರ್ಥಿಗಳು ಕಣದಲ್ಲಿದ್ದಾರೆ. ಮಂಜೇಶ್ವರ ಕ್ಷೇತ್ರದಲ್ಲಿ ಅತಿ ಹೆಚ್ಚು ಅಭ್ಯರ್ಥಿಗಳಿದ್ದಾರೆ. ಕಾಞಂಗಾಡು ಕ್ಷೇತ್ರದಲ್ಲಿ ಅತಿ ಕಡಿಮೆ ಅಭ್ಯರ್ಥಿಗಳಿದ್ದಾರೆ. ಮಂಜೇಶ್ವರ ಕ್ಷೇತ್ರದಲ್ಲಿ 11, ಕಾಸರಗೋಡು ಕ್ಷೇತ್ರದಲ್ಲಿ 5, ಉದುಮ ಕ್ಷೇತ್ರದಲ್ಲಿ 5, ಕಾಞಂಗಾಡು ಕ್ಷೇತ್ರದಲ್ಲಿ 5, ತ್ರಿಕ್ಕರಿಪುರ ಕ್ಷೇತ್ರದಲ್ಲಿ 6 ಮಂದಿ ಅಭ್ಯರ್ಥಿಗಳಿದ್ದಾರೆ ಎಂದು ಜಿಲ್ಲಾಧಿಕಾರಿ ತಿಳಿಸಿದರು.: [991, 344, 1221, 461]
- vamana-side-item-1-text: ಮೈಸೂರಿನಲ್ಲಿ ನಡೆದ ಕಾರ್ಯಕ್ರಮ: [670, 2081, 800, 2095]
- lead-col-5: 16 ಕುಟುಂಬ ಜಿಲ್ಲೆಗೆ ಆಗಮಿಸಿವೆ. ವಿವಿಧ ಪ್ರದೇಶಗಳಲ್ಲಿ ರೂಟ್ ಮಾರ್ಚ್‌ಗಳನ್ನು ಪೂರ್ಣಗೊಳಿಸಲಾಗಿದೆ ಎಂದು ಜಿಲ್ಲಾ ಪೊಲೀಸ್ ವರಿಷ್ಠಾಧಿಕಾರಿ ತಿಳಿಸಿದರು.: [1233, 319, 1463, 367]
- qr-line-3: ಈ QR ಕೋಡ್ ಸ್ಕ್ಯಾನ್ ಮಾಡಿ: [219, 96, 352, 111]
- vamana-side-item-2: [655, 2143, 804, 2176]
- brand-big: ಸಂಗಮ: [1112, 71, 1264, 143]
- section-title: ನಮ್ಮ ಕಾಸರಗೋಡು: [499, 54, 957, 136]
- candidates-body-2: ಹೆಚ್ಚಿನ ಸುರಕ್ಷತೆಗಾಗಿ 780 ಸಿಬ್ಬಂದಿಯನ್ನು ನಿಯೋಜಿಸಲಾಗಿದೆ.: [991, 503, 1218, 517]
- magic-headline: ಹಸಿರು ವಿಧಾನಸಭಾ ಚುನಾವಣೆ: ಮ್ಯಾಜಿಕ್ ಶೋ: [819, 1974, 1519, 2031]
- kurumujikatte-subhead: ಶ್ರೀ ವಿಷ್ಣುಸಹಸ್ರನಾಮ ಪಾರಾಯಣ: [936, 1686, 1067, 1700]
- bajakudlu-body: ಪೆರ್ಲ: ಬಜಕೂಡ್ಲು ಮುಗೇರುತ್ತೋಡು ಸುವರ್ಣ ತರವಾಡು ನೂತನ ಮನೆಯ ಗೃಹಪ್ರವೇಶ, ದೈವಗಳ ಪ್ರತಿಷ್ಠೆ, ಧರ್ಮದೈವ ಶ್ರೀ ಧೂಮಾವತಿ, ಪರಿವಾರ ದೈವಗಳ ಪ್ರತಿಷ್ಠಾ ಮಹೋತ್ಸವ ಹಾಗೂ ಧರ್ಮನೇಮ ಏ.11ರಿಂದ 13ರ ವರೆಗೆ ವಿವಿಧ ವೈದಿಕ, ಧಾರ್ಮಿಕ ಕಾರ್ಯಕ್ರಮಗಳೊಂದಿಗೆ ಜರಗಲಿದೆ. ಏ.11ರಂದು ಸಂಜೆ 4ಕ್ಕೆ ಉಗ್ರಾಣ ಮುಹೂರ್ತ, 5ಕ್ಕೆ ತಂತ್ರಿವರ್ಯರ ಆಗಮನ, ರಾತ್ರಿ ಪ್ರಾರ್ಥನೆ, ಸ್ವಸ್ತಿ ಪುಣ್ಯಾಹವಾಚನ, ಪ್ರಾಸಾದ ಶುದ್ಧಿ, ವಾಸ್ತು ಹೋಮ, ರಾಕ್ಷೋಘ್ನ ಹೋಮ, ವಾಸ್ತು ಬಲಿ, ದಿಗ್ಬಲಿ ನಡೆಯಲಿದೆ. ಏ.12ರಂದು ಬೆಳಗ್ಗೆ 6ಕ್ಕೆ ಗಣಪತಿ ಹೋಮ, ಕಲಶಪೂಜೆ, 8.45ರಿಂದ 10.16ರ ಒಳಗೆ ಗೃಹಪ್ರವೇಶ, ದೈವಗಳ ಪ್ರತಿಷ್ಠೆ ನಡೆಯಲಿದೆ.: [301, 1571, 505, 1791]
- turthi-body: ಉಪ್ಪಳ: ತುರ್ತಿ ಶ್ರೀ ವಿಷ್ಣುಮೂರ್ತಿ ವಯನಾಟ್ಟು ಕುಲವನ್ ಮಹಾದೈವಸ್ಥಾನದಲ್ಲಿ ವಯನಾಟ್ಟು ಕುಲವನ್ ದೈವಂಕಟ್ಟು ಮಹೋತ್ಸವ ಏ.9ರಿಂದ 12ರ ವರೆಗೆ ವಿವಿಧ ಕಾರ್ಯಕ್ರಮಗಳೊಂದಿಗೆ ಜರಗಲಿದೆ. ಏ.9ರಂದು ಬೆಳಗ್ಗೆ 7ಕ್ಕೆ ನಾಗತಂಬಿಲ, 9.25ರಿಂದ 10.25ರವರೆಗಿನ ಶುಭ ಮುಹೂರ್ತದಲ್ಲಿ ಕೂವಂ ಅಳೆಯುವುದು, ಮಧ್ಯಾಹ್ನ 12ಕ್ಕೆ ಹರಿವಾಣ ಪೂಜೆ, 1 ಗಂಟೆಗೆ ಅನ್ನದಾನ, ಸಂಜೆ 4ಕ್ಕೆ ಶ್ರೀ ವಯನಾಟ್ಟು ಕುಲವನ್ ದೈವದ ಕೂಡಲ್, ರಾತ್ರಿ 7ಕ್ಕೆ ವೆಳ್ಳಾಟ, 8.30ಕ್ಕೆ ಶ್ರೀ ವಿಷ್ಣುಮೂರ್ತಿ ದೈವದ ತೊಡಂಙಲ್, 9ಕ್ಕೆ ಕೈವೀದ್, ರಾತ್ರಿ 11ಕ್ಕೆ ವಯನಾಟ್ಟು ಕುಲವನ್ ದೈವದ ವೆಳ್ಳಾಟ ಜರಗಲಿದೆ.: [727, 813, 928, 1017]
- brief-title: ಇಂದು ಮತದಾನ ಸಾಮಗ್ರಿಗಳ ವಿತರಣೆ: [44, 250, 267, 271]
- lead-col-5-subhead: ಸಿ-ವಿಜಿಲ್ ನೆರವಿನಿಂದ ಕೂಡಿಗೆ 1094 ದೂರುಗಳು: [1233, 399, 1451, 414]
- collector-caption-text: ಅರ್ಜುನ್ ಪಾಂಡ್ಯನ್, ಡಿಸಿ: [874, 469, 965, 482]
- brief-body: ಕಾಸರಗೋಡು: ಕೇರಳದಲ್ಲಿ ಕೇಂದ್ರ ಸರಕಾರದ ಹಿಂದುಳಿದ ವರ್ಗಗಳ ಪಟ್ಟಿಯಲ್ಲಿರುವ ತೀಯಾ ಸಮಾಜದ ಹಲವಾರು ಬೇಡಿಕೆಗಳ ಬಗ್ಗೆ ಗಂಭೀರವಾಗಿ ಸ್ಪಂದಿಸುವ ಅಭ್ಯರ್ಥಿಗಳಿಗೆ ಬೆಂಬಲ ನೀಡಲಾಗುವುದು ಎಂದು ತೀಯಾ ಮಹಾಸಭಾ ರಾಜ್ಯ ಸಮಿತಿ ತಿಳಿಸಿದೆ. ಈ ನಿಟ್ಟಿನಲ್ಲಿ ಮಂಜೇಶ್ವರದಿಂದ ಪಾರಶಾಲವರೆಗೆ ಸಮಿತಿ ಕಾರ್ಯಾಚರಿಸಲಿದೆ ಎಂದು ಕಾಸರಗೋಡಿನಲ್ಲಿ ನಡೆದ ಪತ್ರಿಕಾಗೋಷ್ಠಿಯಲ್ಲಿ ತಿಳಿಸಲಾಯಿತು.: [44, 1117, 282, 1234]
- theyyam-caption-title: ಶ್ರೀ ಕಾರ್ನೋನ್ (ಕಂಡನಾರ್) ದೈವ: [942, 937, 1089, 952]
- bajakudlu-headline: ಏ.11ರಿಂದ ಬಜಕೂಡ್ಲು ಸುವರ್ಣ ತರವಾಡು ನೂತನ ಮನೆ ಗೃಹಪ್ರವೇಶ, ದೈವಗಳ ಪ್ರತಿಷ್ಠೆ: [301, 1485, 717, 1554]
- lead-story: [301, 201, 1519, 707]
- sidebar-divider: [290, 201, 291, 1925]
- lead-bottom-rule: [301, 712, 1519, 713]
- kurumujikatte-story: [727, 1258, 1135, 1952]
- turthi-headline: ಏ.9ರಿಂದ 12ರವರೆಗೆ ತುರ್ತಿ ದೈವಸ್ಥಾನದಲ್ಲಿ ವಯನಾಟ್ಟು ಕುಲವನ್ ದೈವಂಕಟ್ಟು ಉತ್ಸವ: [727, 727, 1102, 798]
- lead-col-1: ಕಾಸರಗೋಡು: ಏಪ್ರಿಲ್ 9ರಂದು ನಡೆಯಲಿರುವ ವಿಧಾನಸಭಾ ಚುನಾವಣೆಗೆ ಕಾಸರಗೋಡು ಜಿಲ್ಲೆ ಸಂಪೂರ್ಣವಾಗಿ ಸಜ್ಜುಗೊಂಡಿದ್ದು ಸಕಲ ಸಿದ್ಧತೆಗಳು ಪೂರ್ಣಗೊಂಡಿವೆ. ಜಿಲ್ಲೆಯ ಐದು ವಿಧಾನಸಭಾ ಕ್ಷೇತ್ರಗಳಲ್ಲಿ 1146 ಮತಗಟ್ಟೆಗಳನ್ನು ಸ್ಥಾಪಿಸಲಾಗಿದ್ದು, 23 ವಿವಿಧ ಸೆಕ್ಟರ್‌ಗಳ ಅಧಿಕಾರಿಗಳು ಮತ್ತು ಸಿಬ್ಬಂದಿಗಳು ನಿಯೋಜನೆಗೊಂಡಿದ್ದಾರೆ. ಜಿಲ್ಲಾಧಿಕಾರಿಗಳ ಕಚೇರಿಯಲ್ಲಿ ಸ್ಥಾಪಿಸಲಾಗಿರುವ ವೆಬ್‌ಕಾಸ್ಟಿಂಗ್ ಕಂಟ್ರೋಲ್ ರೂಂ ಮೂಲಕ ಮತಗಟ್ಟೆಗಳನ್ನು ನಿರಂತರವಾಗಿ ವೀಕ್ಷಿಸಲಾಗುವುದು ಎಂದು ಜಿಲ್ಲಾಧಿಕಾರಿ ಅರ್ಜುನ್ ಪಾಂಡ್ಯನ್ ಪತ್ರಿಕಾಗೋಷ್ಠಿಯಲ್ಲಿ ತಿಳಿಸಿದರು. ಏ.9 ರಂದು ಬೆಳಗ್ಗೆ 7ರಿಂದ ಸಂಜೆ 6ರ ವರೆಗೆ ಮತದಾನ ನಡೆಯಲಿದೆ. ಬೆಳಗ್ಗೆ 5.30ಕ್ಕೆ ಅಣಕು ಮತದಾನ ನಡೆಯಲಿದೆ. ಮತದಾನದ ದಿನದಂದು ಜಿಲ್ಲೆಯ ಎಲ್ಲಾ ಸರಕಾರಿ ಮತ್ತು ಖಾಸಗಿ ಸಂಸ್ಥೆಗಳಿಗೆ ರಜೆ ಘೋಷಿಸಲಾಗಿದೆ.: [301, 319, 500, 592]
- brand-flame-icon: ●: [1112, 40, 1131, 65]
- theyyam-photo: [936, 811, 1134, 926]
